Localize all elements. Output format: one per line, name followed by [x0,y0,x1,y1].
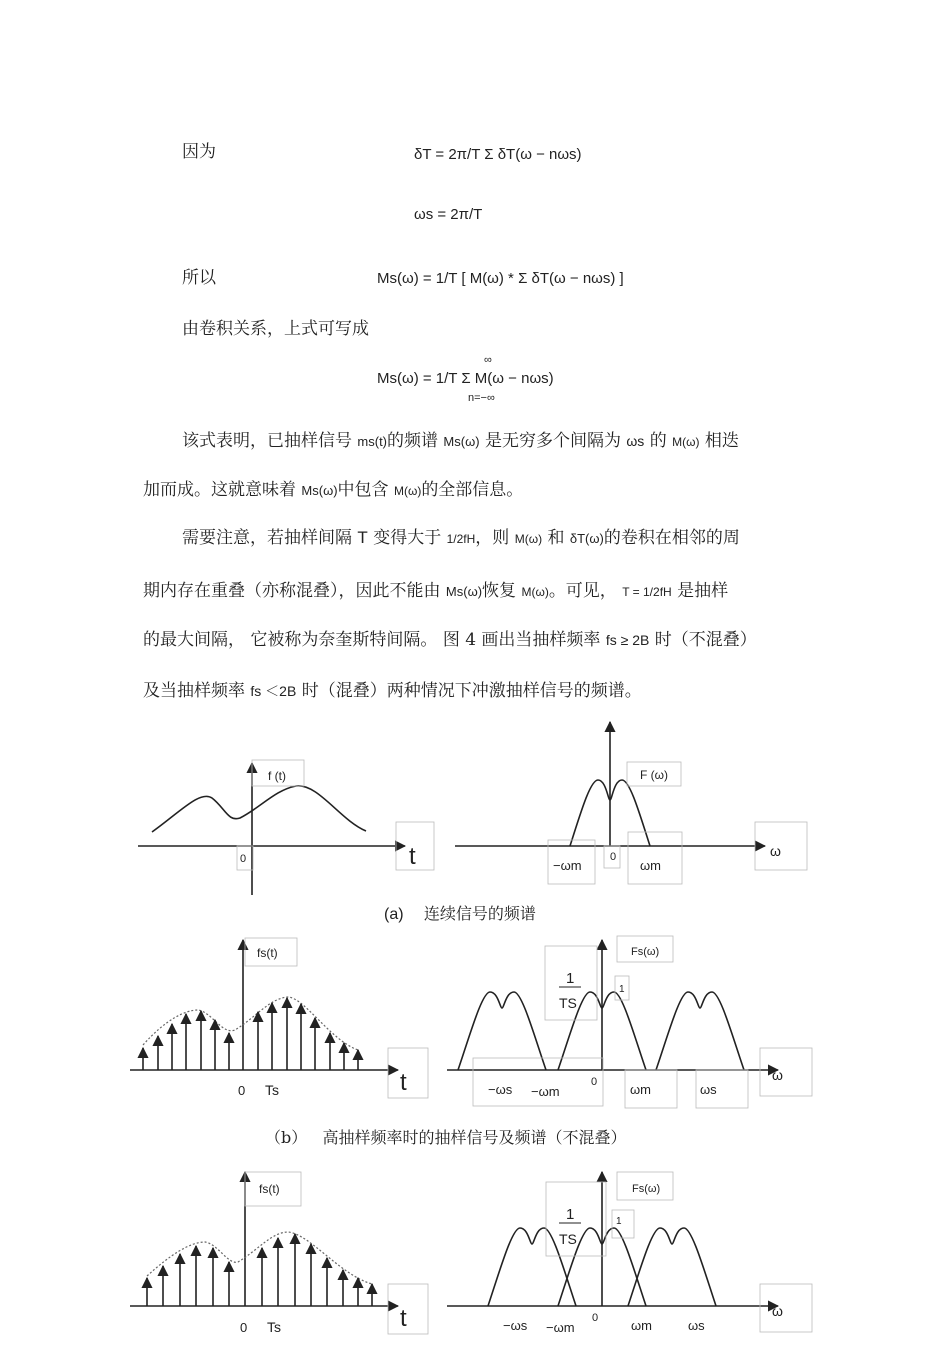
p2-l: 图 4 画出当抽样频率 [442,630,601,650]
fig-b-Fs-label: Fs(ω) [631,946,660,958]
fig-a-neg-wm: −ωm [553,858,582,873]
p2-sym-Ms: Ms(ω) [445,584,483,599]
fig-c-amp-num: 1 [566,1206,575,1223]
formula-delta-T-text: δT = 2π/T Σ δT(ω − nωs) [414,146,582,163]
fig-b-one: 1 [619,984,625,995]
fig-a-pos-wm: ωm [640,858,661,873]
fig-c-amp-den: TS [559,1231,577,1247]
p2-o: 时（混叠）两种情况下冲激抽样信号的频谱。 [301,681,642,701]
fig-b-origin-right: 0 [591,1076,598,1088]
p2-fs1: fs ≥ 2B [605,632,650,648]
fig-a-F-label: F (ω) [640,768,669,782]
formula-Ms-sum: Ms(ω) = 1/T Σ M(ω − nωs) [377,370,554,387]
p2-n: 及当抽样频率 [143,681,245,701]
p1-b: 的频谱 [387,431,439,451]
fig-c-Ts: Ts [267,1319,281,1335]
p1-sym-M: M(ω) [672,435,700,449]
p2-sym-M: M(ω) [514,532,543,546]
fig-c-one: 1 [616,1216,622,1227]
caption-a [384,901,536,924]
label-therefore: 所以 [182,268,216,288]
p2-eq: T = 1/2fH [622,585,672,599]
label-because: 因为 [182,142,216,162]
p2-h: 。可见， [548,581,617,601]
fig-c-pos-ws: ωs [688,1318,705,1333]
p2-e: 的卷积在相邻的周 [603,528,740,548]
p2-sym-deltaT: δT(ω) [569,531,604,546]
p2-f: 期内存在重叠（亦称混叠），因此不能由 [143,581,441,601]
fig-b-amp-den: TS [559,995,577,1011]
fig-b-amp-num: 1 [566,970,575,987]
fig-a-w-label: ω [770,843,781,859]
p2-j: 的最大间隔， [143,630,245,650]
fig-c-Fs-label: Fs(ω) [632,1183,661,1195]
fig-b-Ts: Ts [265,1082,279,1098]
label-convolution-intro: 由卷积关系，上式可写成 [182,319,369,339]
fig-a-ft-label: f (t) [268,769,286,783]
fig-a-origin-left: 0 [240,853,247,865]
fig-b-neg-ws: −ωs [488,1082,513,1097]
p1-e: 相迭 [704,431,739,451]
fig-c-t-label: t [400,1305,407,1332]
p2-c: ，则 [475,528,510,548]
fig-b-pos-ws: ωs [700,1082,717,1097]
fig-b-origin-left: 0 [238,1083,246,1098]
p2-i: 是抽样 [677,581,729,601]
formula-Ms: Ms(ω) = 1/T [ M(ω) * Σ δT(ω − nωs) ] [377,270,624,287]
fig-b-t-label: t [400,1069,407,1096]
p2-m: 时（不混叠） [654,630,757,650]
p1-sym-Ms-2: Ms(ω) [301,483,338,498]
p1-sym-Ms: Ms(ω) [443,434,480,449]
caption-a-tag: (a) [384,906,404,923]
fig-b-envelope [143,997,358,1050]
caption-b-text: 高抽样频率时的抽样信号及频谱（不混叠） [322,1128,627,1147]
fig-b-w-label: ω [772,1067,783,1083]
p2-T: T [357,528,368,547]
fig-c-neg-wm: −ωm [546,1320,575,1335]
caption-a-text: 连续信号的频谱 [423,904,536,923]
p1-sym-M-2: M(ω) [393,484,422,498]
fig-c-fs-label: fs(t) [259,1182,280,1196]
p1-sym-ms: ms(t) [357,434,388,449]
fig-c-impulses [147,1234,372,1306]
p2-b: 变得大于 [373,528,442,548]
p1-c: 是无穷多个间隔为 [484,431,621,451]
p2-k: 它被称为奈奎斯特间隔。 [250,630,438,650]
fig-c-origin-right: 0 [592,1312,599,1324]
caption-b [265,1125,627,1148]
p2-frac: 1/2fH [446,532,476,546]
p2-fs2: fs ＜2B [250,683,297,699]
fig-a-origin-right: 0 [610,851,617,863]
p1-sym-ws: ωs [626,433,645,449]
p1-d: 的 [649,431,667,451]
fig-c-origin-left: 0 [240,1320,248,1335]
fig-c-w-label: ω [772,1303,783,1319]
fig-a-t-label: t [409,843,416,870]
fig-b-neg-wm: −ωm [531,1084,560,1099]
p1-h: 的全部信息。 [421,480,524,500]
fig-b-impulses [143,998,358,1070]
fig-b-pos-wm: ωm [630,1082,651,1097]
p1-g: 中包含 [337,480,389,500]
p1-a: 该式表明，已抽样信号 [182,431,352,451]
p2-sym-M-2: M(ω) [521,585,549,599]
p2-d: 和 [547,528,565,548]
sum-lower: n=−∞ [468,392,495,404]
fig-c-pos-wm: ωm [631,1318,652,1333]
fig-c-neg-ws: −ωs [503,1318,528,1333]
p2-g: 恢复 [482,581,517,601]
p2-a: 需要注意，若抽样间隔 [182,528,352,548]
fig-a-ft-curve [152,786,366,832]
fig-b-fs-label: fs(t) [257,946,278,960]
sum-upper: ∞ [484,354,492,366]
formula-omega-s: ωs = 2π/T [414,206,483,223]
p1-f: 加而成。这就意味着 [143,480,296,500]
caption-b-tag: （b） [265,1128,308,1147]
